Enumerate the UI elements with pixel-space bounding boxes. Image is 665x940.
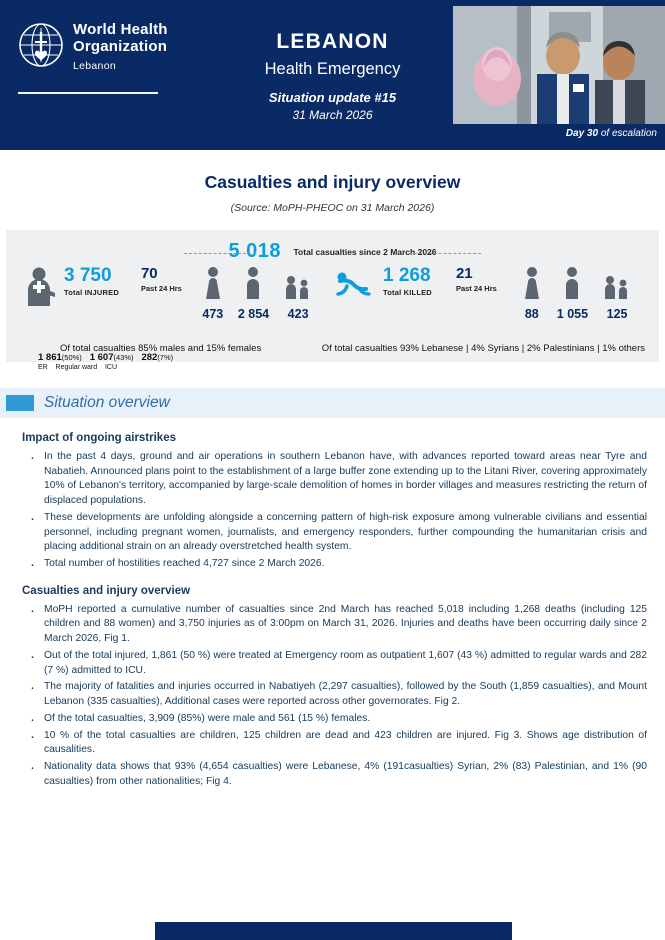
header-photo <box>453 6 665 124</box>
list-item: · Total number of hostilities reached 4,727 since 2 March 2026. <box>24 557 647 572</box>
list-item: · These developments are unfolding alongside a concerning pattern of high-risk exposure among vulnerable civilians and essential personnel, including pregnant women, journalists, and emergency responders, further compounding the humanitarian crisis and placing additional strain on an already overstretched health system. <box>24 511 647 555</box>
total-casualties-row <box>6 240 659 263</box>
injured-total-value: 3 750 <box>64 265 112 286</box>
dash-rule-left <box>184 253 256 254</box>
injured-ward-value: 1 607 <box>89 352 114 363</box>
casualties-heading: Casualties and injury overview <box>22 584 191 597</box>
injured-er-value: 1 861 <box>38 352 62 363</box>
page-title: Casualties and injury overview <box>204 172 461 192</box>
killed-women-item <box>521 266 543 321</box>
day-suffix: of escalation <box>598 128 657 139</box>
casualties-bullet-list <box>24 603 647 790</box>
killed-men-value: 1 055 <box>556 307 589 321</box>
casualties-stats-panel <box>6 230 659 371</box>
day-number: Day 30 <box>565 128 599 139</box>
header-banner <box>0 0 665 150</box>
killed-past24-label: Past 24 Hrs <box>455 284 497 293</box>
killed-total-value: 1 268 <box>383 265 431 286</box>
injured-men-value: 2 854 <box>237 307 270 321</box>
injured-icu-label: ICU <box>104 364 117 371</box>
killed-women-value: 88 <box>524 307 539 321</box>
title-subtitle: Health Emergency <box>264 60 401 78</box>
airstrikes-bullet-list <box>24 450 647 572</box>
injured-women-value: 473 <box>202 307 224 321</box>
killed-children-item <box>602 274 632 321</box>
page-source: (Source: MoPH-PHEOC on 31 March 2026) <box>230 202 435 214</box>
situation-update-number: Situation update #15 <box>268 90 397 105</box>
section-spacer <box>22 574 647 585</box>
injured-children-value: 423 <box>287 307 309 321</box>
section-marker-icon <box>6 395 34 411</box>
situation-overview-body <box>0 418 665 789</box>
killed-children-value: 125 <box>606 307 628 321</box>
injured-women-item <box>202 266 224 321</box>
total-casualties-label: Total casualties since 2 March 2026 <box>293 246 437 257</box>
stats-footer-nationality: Of total casualties 93% Lebanese | 4% Syrians | 2% Palestinians | 1% others <box>321 343 645 354</box>
killed-people-icons <box>521 266 632 321</box>
list-item: · Nationality data shows that 93% (4,654 casualties) were Lebanese, 4% (191casualties) Syrian, 2% (83) Palestinian, and 1% (90 casualties) from other nationalities; Fig 4. <box>24 760 647 789</box>
killed-group <box>333 266 651 321</box>
injured-past24-value: 70 <box>140 265 158 282</box>
list-item: · MoPH reported a cumulative number of casualties since 2nd March has reached 5,018 including 1,268 deaths (including 125 children and 88 women) and 3,750 injuries as of 3:00pm on March 31, 2026. Injuries and deaths have been occurring daily since 2 March 2026, Fig 1. <box>24 603 647 647</box>
killed-total-label: Total KILLED <box>383 288 432 297</box>
situation-overview-title: Situation overview <box>44 394 170 411</box>
injured-total-label: Total INJURED <box>64 288 119 297</box>
injured-children-item <box>283 274 313 321</box>
casualty-body-icon <box>333 266 375 303</box>
list-item: · The majority of fatalities and injuries occurred in Nabatiyeh (2,297 casualties), followed by the South (1,859 casualties), and Mount Lebanon (335 casualties), Additional cases were reported across other governorates. Fig 2. <box>24 680 647 709</box>
injured-past24-label: Past 24 Hrs <box>140 284 182 293</box>
dash-rule-right <box>409 253 481 254</box>
injured-breakdown <box>38 352 173 371</box>
footer-bar <box>155 922 512 940</box>
killed-men-item <box>557 266 588 321</box>
injured-icu-pct: (7%) <box>157 353 174 362</box>
airstrikes-heading: Impact of ongoing airstrikes <box>22 432 176 444</box>
total-casualties-value: 5 018 <box>228 240 282 262</box>
situation-overview-header <box>0 388 665 418</box>
injured-people-icons <box>202 266 313 321</box>
injured-men-item <box>238 266 269 321</box>
injured-er-label: ER <box>38 364 48 371</box>
title-country: LEBANON <box>276 30 389 53</box>
injured-ward-label: Regular ward <box>55 364 98 371</box>
who-country-label: Lebanon <box>73 59 116 72</box>
list-item: · Out of the total injured, 1,861 (50 %) were treated at Emergency room as outpatient 1,607 (43 %) admitted to regular wards and 282 (7 %) admitted to ICU. <box>24 649 647 678</box>
stats-footer-sex: Of total casualties 85% males and 15% females <box>60 343 262 354</box>
injured-er-pct: (50%) <box>61 353 82 362</box>
injured-ward-pct: (43%) <box>113 353 134 362</box>
killed-past24-value: 21 <box>455 265 473 282</box>
list-item: · In the past 4 days, ground and air operations in southern Lebanon have, with advances reported toward areas near Tyre and Nabatieh. Announced plans point to the establishment of a large buffer zone extending up to the Litani River, covering approximately 10% of Lebanon's territory, accompanied by large-scale demolition of homes in border villages and measures restricting the return of displaced populations. <box>24 450 647 509</box>
injured-person-icon <box>22 266 56 313</box>
day-of-escalation <box>566 128 657 139</box>
list-item: · Of the total casualties, 3,909 (85%) were male and 561 (15 %) females. <box>24 712 647 727</box>
report-date: 31 March 2026 <box>292 108 373 122</box>
who-line-2: Organization <box>73 37 168 55</box>
list-item: · 10 % of the total casualties are children, 125 children are dead and 423 children are injured. Fig 3. Shows age distribution of causalities. <box>24 729 647 758</box>
injured-icu-value: 282 <box>141 352 158 363</box>
who-line-1: World Health <box>73 21 168 38</box>
